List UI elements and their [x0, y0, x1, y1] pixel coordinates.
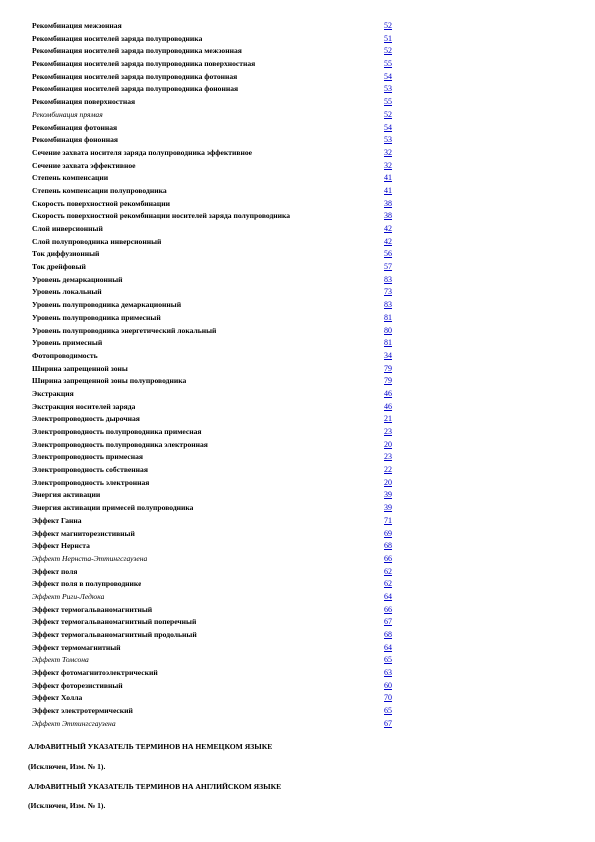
index-entry	[32, 147, 392, 160]
index-entry	[32, 350, 392, 363]
index-term: Эффект Ганна	[32, 515, 82, 525]
index-term: Фотопроводимость	[32, 350, 98, 360]
index-entry	[32, 464, 392, 477]
index-entry	[32, 299, 392, 312]
index-term: Электропроводность примесная	[32, 452, 144, 462]
page-link[interactable]: 21	[384, 414, 392, 424]
index-term: Рекомбинация прямая	[32, 109, 103, 119]
index-entry	[32, 286, 392, 299]
page-link[interactable]: 54	[384, 71, 392, 81]
index-entry	[32, 109, 392, 122]
index-term: Эффект термогальваномагнитный поперечный	[32, 617, 197, 627]
page-link[interactable]: 57	[384, 262, 392, 272]
page-link[interactable]: 64	[384, 642, 392, 652]
index-term: Ток дрейфовый	[32, 262, 86, 272]
page-link[interactable]: 41	[384, 173, 392, 183]
index-entry	[32, 451, 392, 464]
index-entry	[32, 134, 392, 147]
page-link[interactable]: 67	[384, 718, 392, 728]
index-entry	[32, 363, 392, 376]
index-entry	[32, 439, 392, 452]
index-entry	[32, 172, 392, 185]
page-link[interactable]: 39	[384, 503, 392, 513]
page-link[interactable]: 52	[384, 46, 392, 56]
index-entry	[32, 540, 392, 553]
index-entry	[32, 642, 392, 655]
index-term: Энергия активации	[32, 490, 101, 500]
index-entry	[32, 198, 392, 211]
page-link[interactable]: 83	[384, 274, 392, 284]
index-term: Электропроводность собственная	[32, 465, 148, 475]
page-link[interactable]: 55	[384, 97, 392, 107]
page-link[interactable]: 63	[384, 668, 392, 678]
index-term: Эффект термогальваномагнитный	[32, 604, 153, 614]
page-link[interactable]: 62	[384, 566, 392, 576]
index-term: Рекомбинация носителей заряда полупроводника	[32, 33, 203, 43]
english-index-heading: АЛФАВИТНЫЙ УКАЗАТЕЛЬ ТЕРМИНОВ НА АНГЛИЙСКОМ ЯЗЫКЕ	[28, 782, 282, 791]
index-entry	[32, 71, 392, 84]
page-link[interactable]: 80	[384, 325, 392, 335]
index-term: Сечение захвата эффективное	[32, 160, 136, 170]
index-entry	[32, 667, 392, 680]
index-term: Слой полупроводника инверсионный	[32, 236, 162, 246]
term-index	[32, 20, 392, 731]
page-link[interactable]: 60	[384, 680, 392, 690]
index-term: Электропроводность полупроводника примесная	[32, 427, 202, 436]
index-term: Эффект магниторезистивный	[32, 528, 135, 538]
index-entry	[32, 591, 392, 604]
index-entry	[32, 122, 392, 135]
page-link[interactable]: 56	[384, 249, 392, 259]
index-entry	[32, 83, 392, 96]
index-term: Эффект Нернста	[32, 541, 90, 551]
index-entry	[32, 20, 392, 33]
page-link[interactable]: 39	[384, 490, 392, 500]
index-entry	[32, 312, 392, 325]
page-link[interactable]: 81	[384, 312, 392, 322]
german-index-heading: АЛФАВИТНЫЙ УКАЗАТЕЛЬ ТЕРМИНОВ НА НЕМЕЦКОМ ЯЗЫКЕ	[28, 742, 273, 751]
index-entry	[32, 477, 392, 490]
index-entry	[32, 426, 392, 439]
index-entry	[32, 578, 392, 591]
page-link[interactable]: 67	[384, 617, 392, 627]
index-entry	[32, 223, 392, 236]
index-term: Степень компенсации	[32, 173, 109, 183]
index-term: Ширина запрещенной зоны полупроводника	[32, 376, 187, 386]
index-term: Электропроводность дырочная	[32, 414, 140, 424]
index-term: Уровень локальный	[32, 287, 102, 297]
index-term: Скорость поверхностной рекомбинации	[32, 198, 170, 208]
index-term: Эффект термомагнитный	[32, 642, 121, 652]
page-link[interactable]: 23	[384, 427, 392, 436]
index-term: Рекомбинация носителей заряда полупроводника межзонная	[32, 46, 242, 56]
index-entry	[32, 528, 392, 541]
index-entry	[32, 502, 392, 515]
index-term: Рекомбинация межзонная	[32, 21, 122, 30]
index-entry	[32, 33, 392, 46]
page-link[interactable]: 79	[384, 363, 392, 373]
index-term: Эффект Нернста-Эттингсгаузена	[32, 553, 148, 563]
page-link[interactable]: 68	[384, 630, 392, 639]
page-link[interactable]: 38	[384, 198, 392, 208]
page-link[interactable]: 69	[384, 528, 392, 538]
index-entry	[32, 515, 392, 528]
index-entry	[32, 553, 392, 566]
page-link[interactable]: 70	[384, 693, 392, 703]
index-entry	[32, 489, 392, 502]
index-term: Ширина запрещенной зоны	[32, 363, 128, 373]
page-link[interactable]: 65	[384, 706, 392, 716]
index-term: Уровень полупроводника демаркационный	[32, 300, 182, 310]
index-entry	[32, 248, 392, 261]
page-link[interactable]: 46	[384, 401, 392, 411]
index-entry	[32, 96, 392, 109]
index-entry	[32, 604, 392, 617]
index-term: Степень компенсации полупроводника	[32, 185, 167, 195]
page-link[interactable]: 83	[384, 300, 392, 310]
index-entry	[32, 680, 392, 693]
page-link[interactable]: 53	[384, 84, 392, 94]
index-term: Экстракция носителей заряда	[32, 401, 136, 411]
index-entry	[32, 566, 392, 579]
index-term: Рекомбинация поверхностная	[32, 97, 136, 107]
index-term: Электропроводность электронная	[32, 477, 150, 487]
page-link[interactable]: 20	[384, 477, 392, 487]
page-link[interactable]: 54	[384, 122, 392, 132]
index-entry	[32, 325, 392, 338]
english-index-note: (Исключен, Изм. № 1).	[28, 801, 106, 810]
page-link[interactable]: 23	[384, 452, 392, 462]
index-term: Эффект Риги-Ледюка	[32, 591, 105, 601]
page-link[interactable]: 22	[384, 465, 392, 475]
page-link[interactable]: 46	[384, 388, 392, 398]
index-entry	[32, 654, 392, 667]
index-term: Эффект Томсона	[32, 655, 89, 665]
index-term: Экстракция	[32, 388, 74, 398]
page-link[interactable]: 73	[384, 287, 392, 297]
page-link[interactable]: 66	[384, 604, 392, 614]
index-entry	[32, 236, 392, 249]
index-entry	[32, 337, 392, 350]
index-entry	[32, 185, 392, 198]
page-link[interactable]: 51	[384, 33, 392, 43]
index-term: Эффект Холла	[32, 693, 83, 703]
index-term: Рекомбинация фононная	[32, 135, 118, 145]
index-term: Рекомбинация фотонная	[32, 122, 118, 132]
index-entry	[32, 375, 392, 388]
index-entry	[32, 692, 392, 705]
page-link[interactable]: 42	[384, 236, 392, 246]
index-term: Рекомбинация носителей заряда полупроводника поверхностная	[32, 59, 256, 69]
index-term: Ток диффузионный	[32, 249, 100, 259]
page-link[interactable]: 41	[384, 185, 392, 195]
page-link[interactable]: 20	[384, 439, 392, 449]
page-link[interactable]: 53	[384, 135, 392, 145]
page-link[interactable]: 81	[384, 338, 392, 348]
index-term: Уровень полупроводника энергетический локальный	[32, 325, 217, 335]
index-term: Слой инверсионный	[32, 224, 103, 233]
index-term: Эффект электротермический	[32, 706, 133, 716]
index-term: Эффект поля	[32, 566, 78, 576]
index-term: Эффект фоторезистивный	[32, 680, 123, 690]
index-entry	[32, 629, 392, 642]
page-link[interactable]: 32	[384, 160, 392, 170]
index-entry	[32, 58, 392, 71]
index-term: Рекомбинация носителей заряда полупроводника фотонная	[32, 71, 238, 81]
index-term: Сечение захвата носителя заряда полупроводника эффективное	[32, 147, 253, 157]
index-term: Энергия активации примесей полупроводника	[32, 503, 194, 513]
index-term: Эффект поля в полупроводнике	[32, 579, 142, 589]
index-term: Скорость поверхностной рекомбинации носителей заряда полупроводника	[32, 211, 291, 221]
index-term: Рекомбинация носителей заряда полупроводника фононная	[32, 84, 239, 94]
page-link[interactable]: 62	[384, 579, 392, 589]
page-link[interactable]: 79	[384, 376, 392, 386]
index-entry	[32, 210, 392, 223]
index-term: Уровень полупроводника примесный	[32, 312, 161, 322]
index-term: Электропроводность полупроводника электронная	[32, 439, 208, 449]
index-entry	[32, 388, 392, 401]
index-entry	[32, 705, 392, 718]
page-link[interactable]: 52	[384, 109, 392, 119]
page-link[interactable]: 68	[384, 541, 392, 551]
page-link[interactable]: 55	[384, 59, 392, 69]
index-term: Эффект фотомагнитоэлектрический	[32, 668, 158, 678]
german-index-note: (Исключен, Изм. № 1).	[28, 762, 106, 771]
page-link[interactable]: 34	[384, 350, 392, 360]
index-term: Уровень демаркационный	[32, 274, 123, 284]
index-entry	[32, 274, 392, 287]
index-term: Эффект Эттингсгаузена	[32, 718, 116, 728]
index-entry	[32, 413, 392, 426]
page-link[interactable]: 64	[384, 591, 392, 601]
index-entry	[32, 261, 392, 274]
page-link[interactable]: 66	[384, 553, 392, 563]
index-term: Эффект термогальваномагнитный продольный	[32, 630, 197, 639]
index-entry	[32, 45, 392, 58]
index-entry	[32, 718, 392, 731]
index-entry	[32, 160, 392, 173]
index-entry	[32, 616, 392, 629]
page-link[interactable]: 42	[384, 224, 392, 233]
page-link[interactable]: 38	[384, 211, 392, 221]
index-term: Уровень примесный	[32, 338, 103, 348]
page-link[interactable]: 32	[384, 147, 392, 157]
index-entry	[32, 401, 392, 414]
page-link[interactable]: 71	[384, 515, 392, 525]
page-link[interactable]: 52	[384, 21, 392, 30]
page-link[interactable]: 65	[384, 655, 392, 665]
